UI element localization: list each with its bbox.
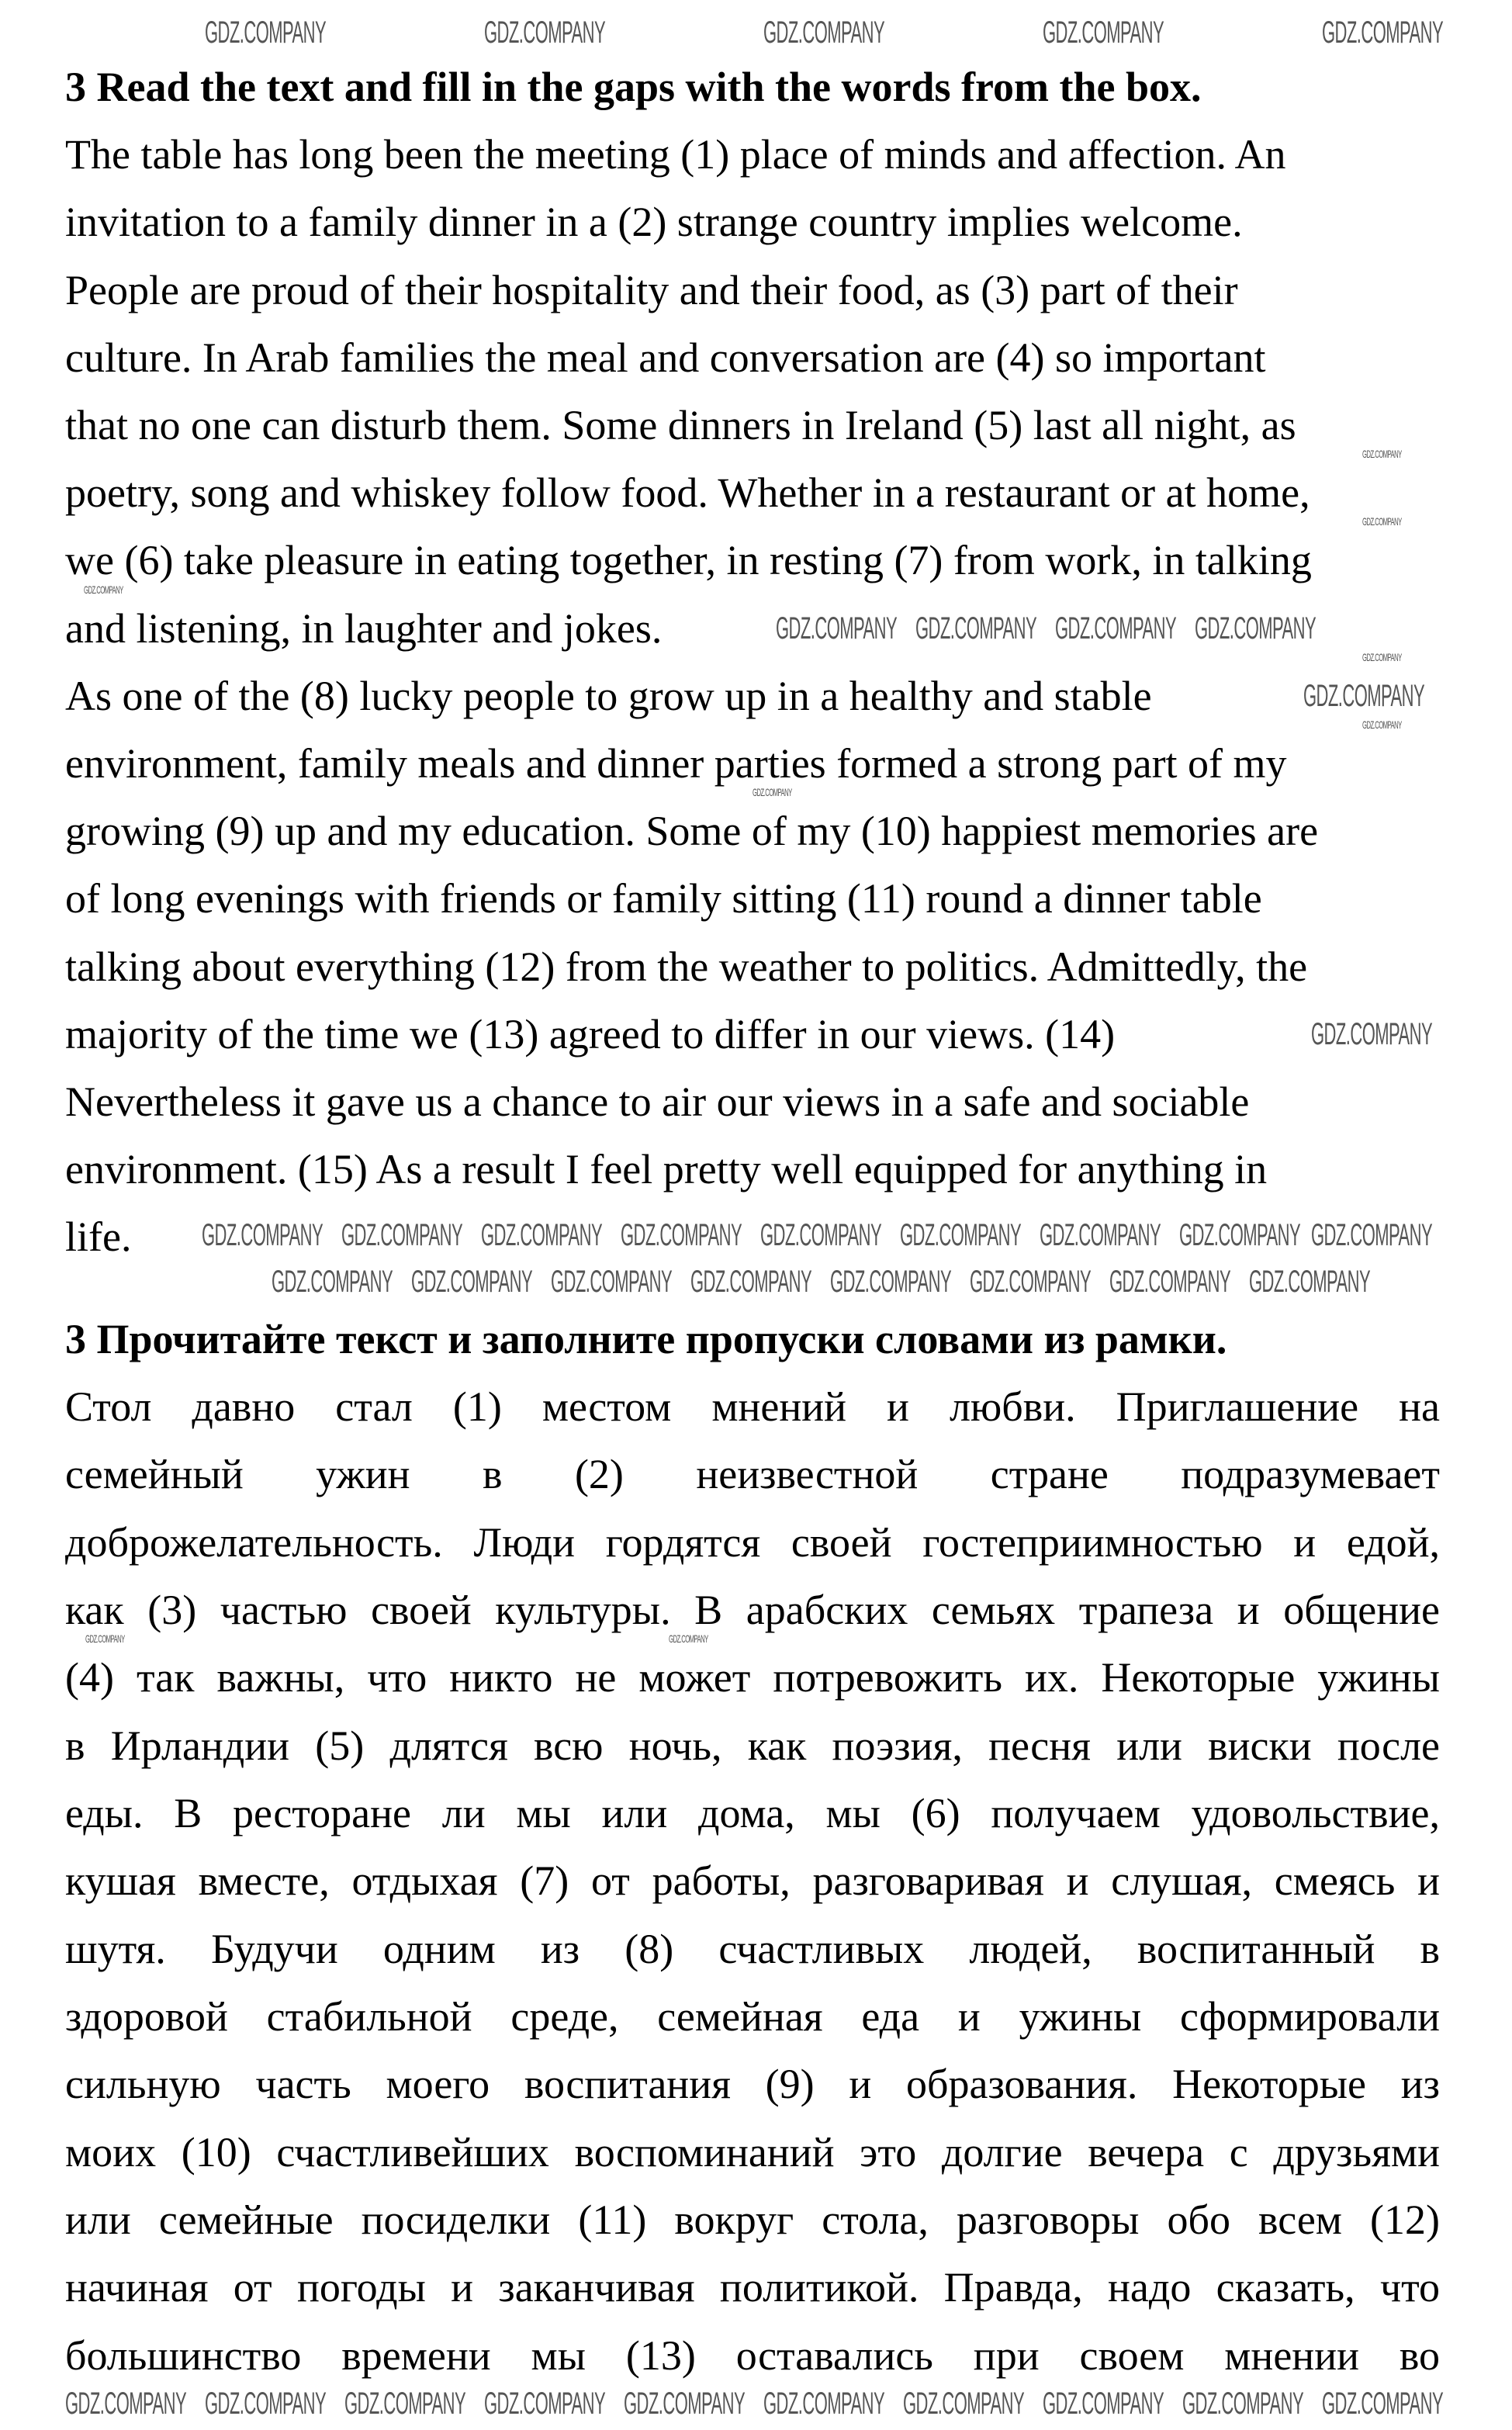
watermark: GDZ.COMPANY bbox=[621, 1218, 742, 1252]
text-line: poetry, song and whiskey follow food. Whether in a restaurant or at home, bbox=[65, 469, 1310, 516]
watermark: GDZ.COMPANY bbox=[1362, 448, 1402, 460]
watermark: GDZ.COMPANY bbox=[970, 1265, 1092, 1299]
watermark: GDZ.COMPANY bbox=[344, 2387, 466, 2421]
text-line: в Ирландии (5) длятся всю ночь, как поэзия, песня или виски после bbox=[65, 1722, 1440, 1769]
text-line: that no one can disturb them. Some dinners in Ireland (5) last all night, as bbox=[65, 402, 1296, 448]
text-line: environment. (15) As a result I feel pretty well equipped for anything in bbox=[65, 1146, 1268, 1192]
text-line: As one of the (8) lucky people to grow up in a healthy and stable bbox=[65, 673, 1152, 719]
watermark: GDZ.COMPANY bbox=[1322, 16, 1444, 50]
watermark: GDZ.COMPANY bbox=[341, 1218, 463, 1252]
watermark: GDZ.COMPANY bbox=[205, 16, 327, 50]
watermark: GDZ.COMPANY bbox=[65, 2387, 187, 2421]
text-line: majority of the time we (13) agreed to differ in our views. (14) bbox=[65, 1011, 1116, 1058]
text-line: People are proud of their hospitality and their food, as (3) part of their bbox=[65, 267, 1238, 313]
watermark: GDZ.COMPANY bbox=[551, 1265, 673, 1299]
exercise-heading-ru: 3 Прочитайте текст и заполните пропуски словами из рамки. bbox=[65, 1316, 1227, 1362]
watermark: GDZ.COMPANY bbox=[1055, 611, 1177, 646]
watermark: GDZ.COMPANY bbox=[484, 16, 606, 50]
text-line: Стол давно стал (1) местом мнений и любви. Приглашение на bbox=[65, 1383, 1440, 1430]
watermark: GDZ.COMPANY bbox=[753, 786, 792, 798]
text-line: или семейные посиделки (11) вокруг стола, разговоры обо всем (12) bbox=[65, 2196, 1440, 2243]
text-line: большинство времени мы (13) оставались при своем мнении во bbox=[65, 2332, 1440, 2379]
text-line: growing (9) up and my education. Some of my (10) happiest memories are bbox=[65, 808, 1319, 854]
watermark: GDZ.COMPANY bbox=[85, 1632, 125, 1645]
text-line: environment, family meals and dinner parties formed a strong part of my bbox=[65, 740, 1287, 787]
watermark: GDZ.COMPANY bbox=[900, 1218, 1022, 1252]
watermark: GDZ.COMPANY bbox=[202, 1218, 324, 1252]
watermark: GDZ.COMPANY bbox=[1311, 1017, 1433, 1051]
watermark: GDZ.COMPANY bbox=[690, 1265, 812, 1299]
watermark: GDZ.COMPANY bbox=[763, 2387, 885, 2421]
watermark: GDZ.COMPANY bbox=[1195, 611, 1317, 646]
watermark: GDZ.COMPANY bbox=[1362, 718, 1402, 731]
watermark: GDZ.COMPANY bbox=[272, 1265, 393, 1299]
watermark: GDZ.COMPANY bbox=[1362, 651, 1402, 663]
watermark: GDZ.COMPANY bbox=[1109, 1265, 1231, 1299]
text-line: talking about everything (12) from the weather to politics. Admittedly, the bbox=[65, 943, 1308, 990]
watermark: GDZ.COMPANY bbox=[776, 611, 898, 646]
text-line: моих (10) счастливейших воспоминаний это долгие вечера с друзьями bbox=[65, 2129, 1440, 2176]
text-line: доброжелательность. Люди гордятся своей гостеприимностью и едой, bbox=[65, 1519, 1440, 1566]
watermark: GDZ.COMPANY bbox=[1322, 2387, 1444, 2421]
watermark: GDZ.COMPANY bbox=[915, 611, 1037, 646]
watermark: GDZ.COMPANY bbox=[1182, 2387, 1304, 2421]
text-line: кушая вместе, отдыхая (7) от работы, разговаривая и слушая, смеясь и bbox=[65, 1857, 1440, 1904]
watermark: GDZ.COMPANY bbox=[205, 2387, 327, 2421]
text-line: начиная от погоды и заканчивая политикой. Правда, надо сказать, что bbox=[65, 2264, 1440, 2311]
text-line: как (3) частью своей культуры. В арабских семьях трапеза и общение bbox=[65, 1587, 1440, 1633]
watermark: GDZ.COMPANY bbox=[1362, 515, 1402, 528]
watermark: GDZ.COMPANY bbox=[1249, 1265, 1371, 1299]
watermark: GDZ.COMPANY bbox=[484, 2387, 606, 2421]
watermark: GDZ.COMPANY bbox=[84, 583, 123, 596]
text-line: and listening, in laughter and jokes. bbox=[65, 605, 663, 652]
watermark: GDZ.COMPANY bbox=[1040, 1218, 1161, 1252]
watermark: GDZ.COMPANY bbox=[411, 1265, 533, 1299]
watermark: GDZ.COMPANY bbox=[760, 1218, 882, 1252]
text-line: we (6) take pleasure in eating together, in resting (7) from work, in talking bbox=[65, 537, 1312, 583]
watermark: GDZ.COMPANY bbox=[763, 16, 885, 50]
watermark: GDZ.COMPANY bbox=[903, 2387, 1025, 2421]
watermark: GDZ.COMPANY bbox=[1043, 16, 1164, 50]
watermark: GDZ.COMPANY bbox=[624, 2387, 746, 2421]
text-line: life. bbox=[65, 1213, 132, 1260]
text-line: здоровой стабильной среде, семейная еда и ужины сформировали bbox=[65, 1993, 1440, 2040]
text-line: семейный ужин в (2) неизвестной стране подразумевает bbox=[65, 1451, 1440, 1497]
text-line: The table has long been the meeting (1) place of minds and affection. An bbox=[65, 131, 1286, 178]
watermark: GDZ.COMPANY bbox=[830, 1265, 952, 1299]
exercise-heading-en: 3 Read the text and fill in the gaps with the words from the box. bbox=[65, 64, 1202, 110]
watermark: GDZ.COMPANY bbox=[1179, 1218, 1301, 1252]
text-line: invitation to a family dinner in a (2) strange country implies welcome. bbox=[65, 199, 1243, 245]
text-line: culture. In Arab families the meal and conversation are (4) so important bbox=[65, 334, 1266, 381]
text-line: (4) так важны, что никто не может потревожить их. Некоторые ужины bbox=[65, 1654, 1440, 1701]
text-line: еды. В ресторане ли мы или дома, мы (6) получаем удовольствие, bbox=[65, 1790, 1440, 1836]
text-line: Nevertheless it gave us a chance to air our views in a safe and sociable bbox=[65, 1078, 1250, 1125]
watermark: GDZ.COMPANY bbox=[1311, 1218, 1433, 1252]
text-line: сильную часть моего воспитания (9) и образования. Некоторые из bbox=[65, 2061, 1440, 2107]
watermark: GDZ.COMPANY bbox=[481, 1218, 603, 1252]
text-line: шутя. Будучи одним из (8) счастливых людей, воспитанный в bbox=[65, 1926, 1440, 1972]
watermark: GDZ.COMPANY bbox=[669, 1632, 708, 1645]
watermark: GDZ.COMPANY bbox=[1043, 2387, 1164, 2421]
text-line: of long evenings with friends or family sitting (11) round a dinner table bbox=[65, 875, 1262, 922]
watermark: GDZ.COMPANY bbox=[1303, 679, 1425, 713]
